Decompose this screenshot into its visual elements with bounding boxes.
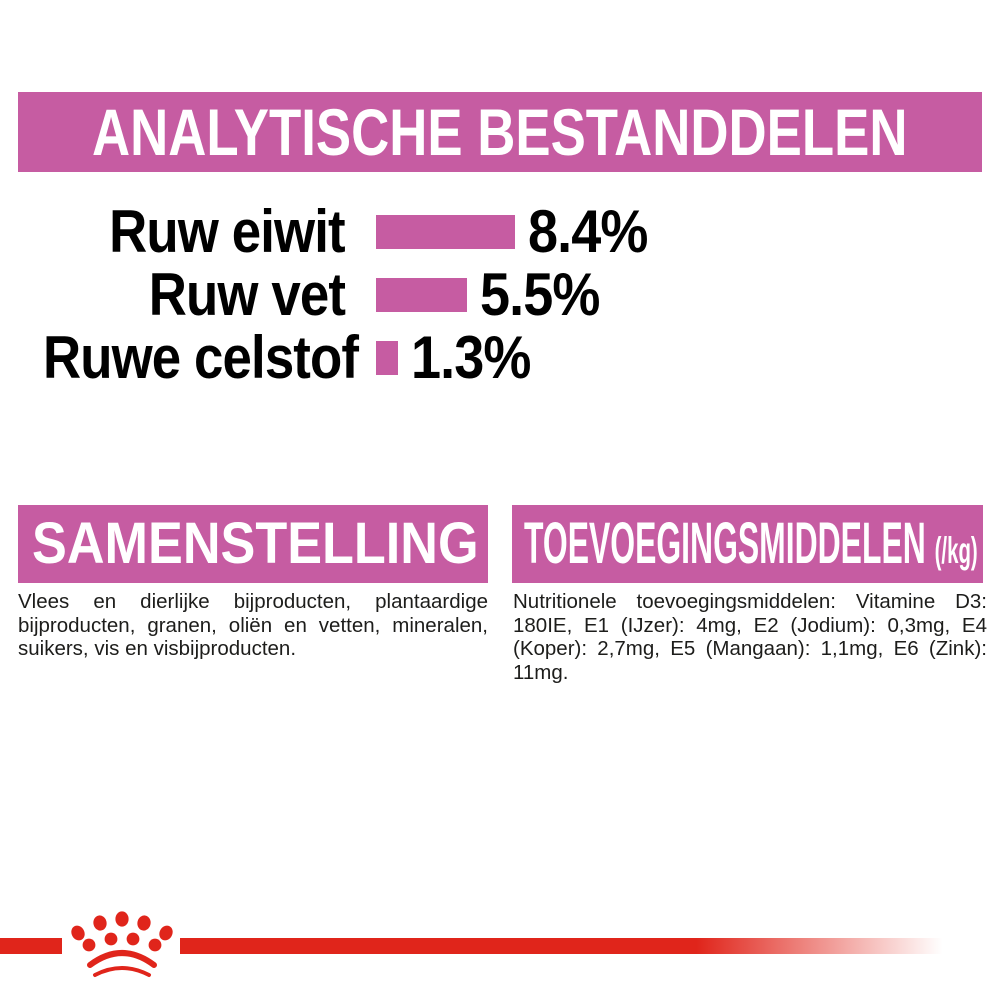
footer-red-bar-right	[180, 938, 1000, 954]
additives-header-banner	[512, 505, 983, 583]
additives-title-unit: (/kg)	[934, 529, 978, 571]
chart-value-text: 1.3%	[411, 323, 531, 391]
chart-label	[0, 323, 359, 391]
chart-value	[528, 197, 661, 265]
chart-bar	[376, 215, 515, 249]
chart-label	[0, 260, 345, 328]
analytics-title: ANALYTISCHE BESTANDDELEN	[92, 95, 908, 169]
chart-row-crude-protein	[0, 197, 1000, 265]
chart-label-text: Ruw eiwit	[109, 197, 345, 265]
chart-label-text: Ruwe celstof	[42, 323, 359, 391]
chart-label	[0, 197, 345, 265]
additives-title	[524, 511, 978, 576]
footer-red-bar-left	[0, 938, 62, 954]
chart-label-text: Ruw vet	[148, 260, 345, 328]
chart-value-text: 8.4%	[528, 197, 648, 265]
chart-bar	[376, 341, 398, 375]
royal-canin-crown-icon	[70, 909, 175, 981]
chart-row-crude-fat	[0, 260, 1000, 328]
chart-row-crude-fibre	[0, 323, 1000, 391]
composition-body: Vlees en dierlijke bijproducten, plantaardige bijproducten, granen, oliën en vetten, mineralen, suikers, vis en visbijproducten.	[18, 590, 488, 660]
composition-header-banner	[18, 505, 488, 583]
chart-value-text: 5.5%	[480, 260, 600, 328]
additives-title-text: TOEVOEGINGSMIDDELEN	[524, 511, 926, 576]
chart-value	[411, 323, 544, 391]
analytics-header-banner	[18, 92, 982, 172]
analytics-bar-chart	[0, 197, 1000, 400]
additives-body: Nutritionele toevoegingsmiddelen: Vitamine D3: 180IE, E1 (IJzer): 4mg, E2 (Jodium): 0,3mg, E4 (Koper): 2,7mg, E5 (Mangaan): 1,1mg, E6 (Zink): 11mg.	[513, 590, 987, 684]
chart-bar	[376, 278, 467, 312]
composition-title: SAMENSTELLING	[32, 511, 479, 576]
chart-value	[480, 260, 613, 328]
